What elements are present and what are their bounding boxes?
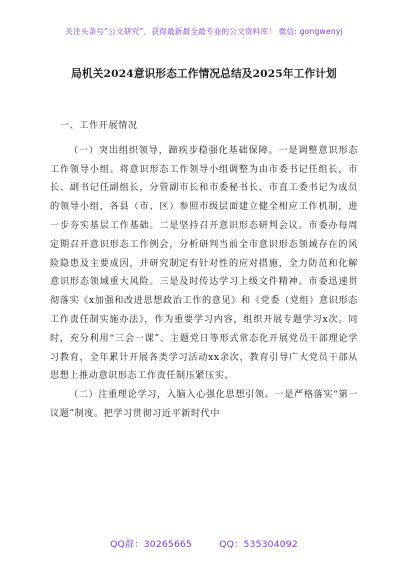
qq-group-number: QQ群：30265665 [110, 539, 193, 550]
footer-contact [0, 536, 408, 550]
paragraph: （一）突出组织领导，蹄疾步稳强化基础保障。一是调整意识形态工作领导小组。将意识形态工作领导小组调整为由市委书记任组长，市长、副书记任副组长，分管副市长和市委秘书长、市直工委书记为成员的领导小组，各县（市、区）参照市级层面建立健全相应工作机制，进一步夯实基层工作基础。二是坚持召开意识形态研判会议。市委办每周定期召开意识形态工作例会，分析研判当前全市意识形态领域存在的风险隐患及主要成因，并研究制定有针对性的应对措施，全力防范和化解意识形态领域重大风险。三是及时传达学习上级文件精神。市委迅速贯彻落实《x加强和改进思想政治工作的意见》和《党委（党组）意识形态工作责任制实施办法》，作为重要学习内容，组织开展专题学习x次。同时，充分利用“三会一课”、主题党日等形式常态化开展党员干部理论学习教育，全年累计开展各类学习活动xx余次，教育引导广大党员干部从思想上推动意识形态工作责任制压紧压实。 [50, 145, 358, 382]
document-title: 局机关2024意识形态工作情况总结及2025年工作计划 [71, 68, 337, 80]
section-heading: 一、工作开展情况 [60, 121, 138, 131]
document-body [50, 117, 358, 424]
qq-number: QQ：535304092 [219, 539, 298, 550]
header-notice: 关注头条号“公文研究”，获得最新最全最专业的公文资料库！ 微信: gongwenyj [65, 27, 343, 36]
paragraph: （二）注重理论学习，入脑入心强化思想引领。一是严格落实“第一议题”制度。把学习贯彻习近平新时代中 [50, 390, 358, 419]
